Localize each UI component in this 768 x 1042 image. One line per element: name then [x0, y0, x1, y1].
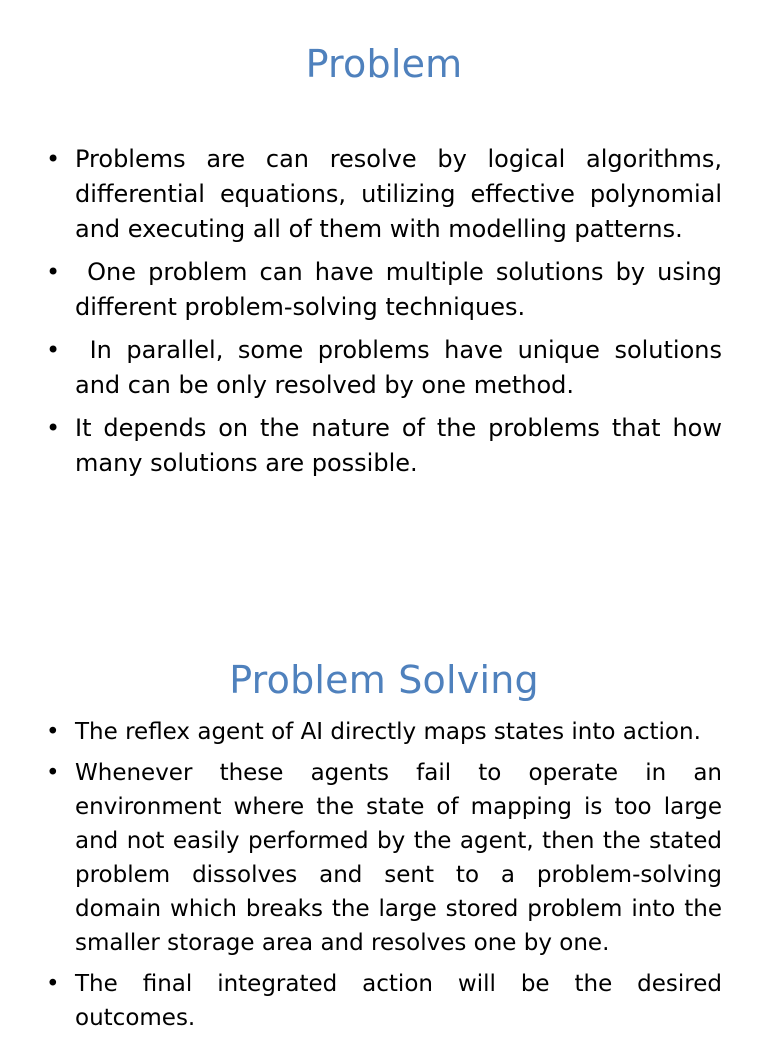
- bullet-icon: •: [46, 760, 60, 786]
- bullet-item: [46, 142, 722, 247]
- bullet-icon: •: [46, 145, 61, 173]
- bullet-item: [46, 255, 730, 325]
- bullet-icon: •: [46, 719, 60, 745]
- bullet-text: It depends on the nature of the problems that how many solutions are possible.: [75, 414, 722, 477]
- bullet-text: Problems are can resolve by logical algorithms, differential equations, utilizing effective polynomial and executing all of them with modelling patterns.: [75, 145, 722, 243]
- bullet-icon: •: [46, 336, 61, 364]
- bullet-icon: •: [46, 258, 61, 286]
- bullet-item: [46, 967, 722, 1035]
- bullet-item: [46, 715, 722, 749]
- bullet-list-problem: [46, 142, 730, 489]
- slide-title: Problem: [305, 42, 463, 86]
- bullet-text: One problem can have multiple solutions by using different problem-solving techniques.: [75, 258, 730, 321]
- bullet-text: In parallel, some problems have unique solutions and can be only resolved by one method.: [75, 336, 730, 399]
- bullet-icon: •: [46, 414, 61, 442]
- slide-title: Problem Solving: [229, 658, 539, 702]
- bullet-text: The reflex agent of AI directly maps states into action.: [75, 719, 701, 745]
- bullet-text: The final integrated action will be the desired outcomes.: [75, 971, 722, 1031]
- bullet-text: Whenever these agents fail to operate in an environment where the state of mapping is too large and not easily performed by the agent, then the stated problem dissolves and sent to a problem-solving domain which breaks the large stored problem into the smaller storage area and resolves one by one.: [75, 760, 722, 956]
- bullet-item: [46, 411, 722, 481]
- bullet-item: [46, 333, 730, 403]
- bullet-item: [46, 756, 722, 960]
- bullet-icon: •: [46, 971, 60, 997]
- bullet-list-problem-solving: [46, 715, 722, 1042]
